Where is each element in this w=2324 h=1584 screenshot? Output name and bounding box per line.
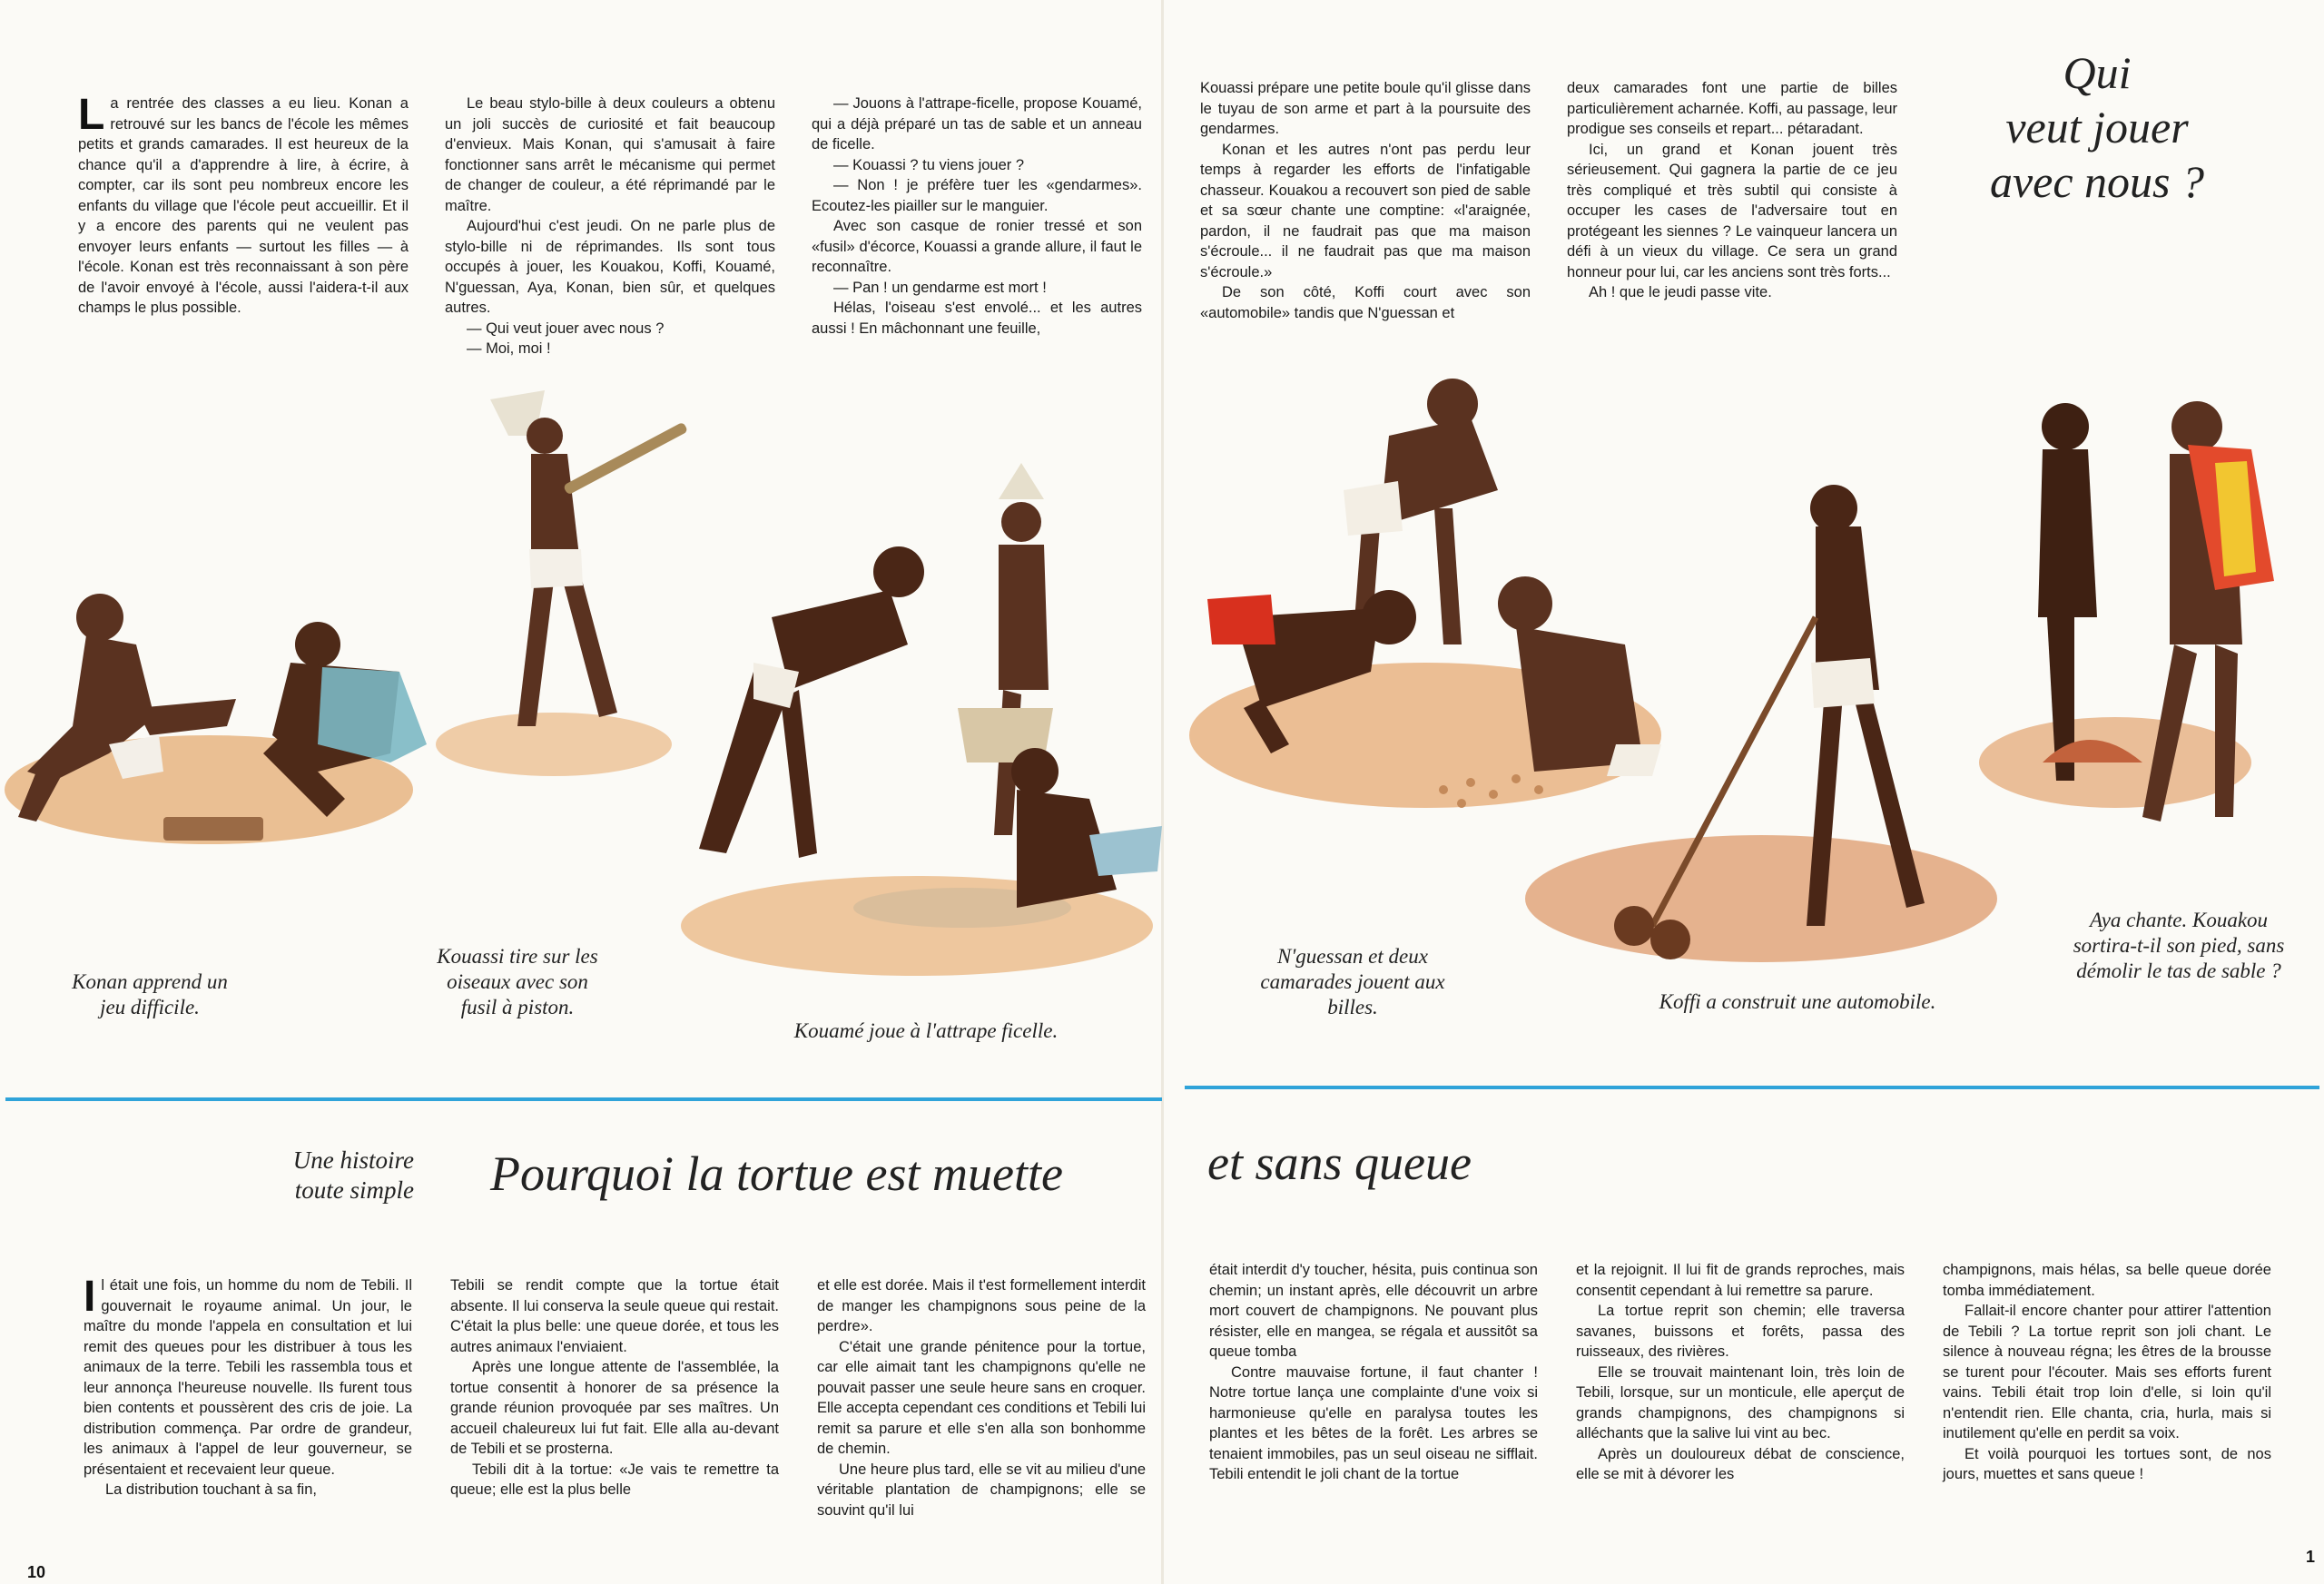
paragraph: Hélas, l'oiseau s'est envolé... et les autres aussi ! En mâchonnant une feuille, [812,300,1142,337]
paragraph: et la rejoignit. Il lui fit de grands reproches, mais consentit cependant à lui remettre sa parure. [1576,1262,1905,1299]
paragraph: a rentrée des classes a eu lieu. Konan a retrouvé sur les bancs de l'école les mêmes petits et grands camarades. Il est heureux de la chance qu'il a d'apprendre à lire, à écrire, à compter, car ils sont peu nombreux encore les enfants du village que l'école peut accueillir. Et il y a encore des parents qui ne veulent pas envoyer leurs enfants — surtout les filles — à l'école. Konan est très reconnaissant à son père de l'avoir envoyé à l'école, aussi l'aidera-t-il aux champs le plus possible. [78,95,409,316]
dropcap-i: I [84,1273,96,1321]
dialogue-line: — Moi, moi ! [467,340,551,357]
story-column-5 [1576,1260,1905,1485]
dialogue-line: — Kouassi ? tu viens jouer ? [833,156,1025,173]
blue-rule-left [5,1097,1162,1101]
shorts [1607,744,1661,776]
caption-aya: Aya chante. Kouakou sortira-t-il son pied, sans démolir le tas de sable ? [2073,909,2285,982]
story-subtitle-line: Une histoire [292,1146,414,1174]
story-title-left: Pourquoi la tortue est muette [490,1146,1063,1201]
toy-car-wheel [1650,920,1690,959]
paragraph: Une heure plus tard, elle se vit au milieu d'une véritable plantation de champignons; elle se souvint qu'il lui [817,1461,1146,1519]
left-intro-column-2 [445,93,775,359]
left-intro-column-1 [78,93,409,319]
figure-kneeling-boy [1011,748,1117,908]
paragraph: C'était une grande pénitence pour la tortue, car elle aimait tant les champignons qu'elle ne pouvait passer une seule heure sans en croquer. Elle accepta cependant ces conditions et Tebili lui remit sa parure et elle s'en alla son bonhomme de chemin. [817,1338,1147,1457]
checked-shorts [1089,826,1162,876]
paragraph: Konan et les autres n'ont pas perdu leur temps à regarder les efforts de l'infatigable chasseur. Kouakou a recouvert son pied de sable et sa sœur chante une comptine: «l'araignée, pardon, il ne faudrait pas que ma maison s'écroule... il ne faudrait pas que ma maison s'écroule.» [1200,141,1531,280]
paragraph: Ah ! que le jeudi passe vite. [1589,284,1772,300]
shorts [529,549,583,588]
paragraph: Fallait-il encore chanter pour attirer l'attention de Tebili ? La tortue reprit son joli chant. Le silence à nouveau régna; les êtres de la brousse se turent pour l'écouter. Mais ses efforts furent vains. Tebili était trop loin d'elle, si loin qu'il n'entendit rien. Elle chanta, cria, hurla, mais si inutilement qu'elle en perdit sa voix. [1943,1303,2271,1441]
paragraph: deux camarades font une partie de billes particulièrement acharnée. Koffi, au passage, leur prodigue ses conseils et repart... pétaradant. [1567,80,1897,137]
toy-gun [563,422,688,496]
heading-line: avec nous ? [1989,156,2205,207]
story-column-1 [84,1275,412,1500]
story-column-4 [1209,1260,1538,1485]
paragraph: Et voilà pourquoi les tortues sont, de nos jours, muettes et sans queue ! [1943,1445,2271,1482]
shorts [1344,481,1403,536]
dialogue-line: — Qui veut jouer avec nous ? [467,320,665,337]
caption-konan: Konan apprend un jeu difficile. [72,970,228,1018]
caption-kouame: Kouamé joue à l'attrape ficelle. [793,1019,1059,1042]
paragraph: La tortue reprit son chemin; elle traversa savanes, buissons et forêts, passa des ruisseaux, des rivières. [1576,1303,1905,1360]
story-subtitle [209,1146,414,1205]
right-intro-column-2 [1567,78,1897,303]
right-intro-column-1 [1200,78,1531,323]
paragraph: champignons, mais hélas, sa belle queue dorée tomba immédiatement. [1943,1262,2271,1299]
page-number-right: 1 [2306,1548,2316,1566]
paragraph: Le beau stylo-bille à deux couleurs a obtenu un joli succès de curiosité et fait beaucoup d'envieux. Mais Konan, qui s'amusait à faire fonctionner sans arrêt le mécanisme qui permet de changer de couleur, a été réprimandé par le maître. [445,95,775,214]
paragraph: Contre mauvaise fortune, il faut chanter ! Notre tortue lança une complainte d'une voix si harmonieuse qu'elle en paralysa toutes les plantes et les bêtes de la forêt. Les arbres se tenaient immobiles, pas un seul oiseau ne sifflait. Tebili entendit le joli chant de la tortue [1209,1363,1538,1482]
sand-patch [436,713,672,776]
paragraph: et elle est dorée. Mais il t'est formellement interdit de manger les champignons sous peine de la perdre». [817,1277,1146,1334]
heading-line: Qui [2063,47,2132,98]
page-number-left: 10 [27,1563,46,1581]
caption-kouassi: Kouassi tire sur les oiseaux avec son fusil à piston. [437,945,598,1018]
paragraph: De son côté, Koffi court avec son «automobile» tandis que N'guessan et [1200,284,1531,321]
story-column-3 [817,1275,1146,1520]
dropcap-l: L [78,91,105,139]
illustration-children-playing [0,345,2324,1035]
paragraph: Tebili dit à la tortue: «Je vais te remettre ta queue; elle est la plus belle [450,1461,779,1498]
dialogue-line: — Non ! je préfère tuer les «gendarmes». Ecoutez-les piailler sur le manguier. [812,177,1142,214]
caption-nguessan: N'guessan et deux camarades jouent aux billes. [1260,945,1445,1018]
paragraph: Tebili se rendit compte que la tortue était absente. Il lui conserva la seule queue qui restait. C'était la plus belle: une queue dorée, et tous les autres animaux l'enviaient. [450,1277,779,1355]
figure-kouame [699,546,924,858]
story-column-6 [1943,1260,2271,1485]
paragraph: Elle se trouvait maintenant loin, très loin de Tebili, lorsque, sur un monticule, elle aperçut de grands champignons, des champignons si alléchants que la salive lui vint au bec. [1576,1363,1905,1441]
striped-shirt [318,667,427,762]
left-intro-column-3 [812,93,1142,339]
dialogue-line: — Jouons à l'attrape-ficelle, propose Kouamé, qui a déjà préparé un tas de sable et un anneau de ficelle. [812,95,1142,152]
heading-line: veut jouer [2005,102,2189,152]
dialogue-line: — Pan ! un gendarme est mort ! [833,279,1047,296]
paragraph: Après un douloureux débat de conscience, elle se mit à dévorer les [1576,1445,1905,1482]
caption-koffi: Koffi a construit une automobile. [1659,990,1936,1013]
heading-qui-veut-jouer [1952,45,2242,209]
paragraph: Aujourd'hui c'est jeudi. On ne parle plus de stylo-bille ni de réprimandes. Ils sont tous occupés à jouer, les Kouakou, Koffi, Kouamé, N'guessan, Aya, Konan, bien sûr, et quelques autres. [445,218,775,316]
sand-patch [1525,835,1997,962]
paragraph: était interdit d'y toucher, hésita, puis continua son chemin; un instant après, elle découvrit un arbre mort couvert de champignons. Ne pouvant plus résister, elle en mangea, se régala et aussitôt sa queue tomba [1209,1262,1538,1360]
awale-board [163,817,263,841]
paragraph: La distribution touchant à sa fin, [105,1481,317,1498]
red-shorts [1207,595,1275,644]
paragraph: Après une longue attente de l'assemblée, la tortue consentit à honorer de sa présence la grande réunion provoquée par ses maîtres. Un accueil chaleureux lui fut fait. Elle alla au-devant de Tebili et se prosterna. [450,1359,779,1457]
paragraph: l était une fois, un homme du nom de Tebili. Il gouvernait le royaume animal. Un jour, le maître du monde l'appela en consultation et lui remit des queues pour les distribuer à tous les animaux de la terre. Tebili les rassembla tous et leur annonça l'heureuse nouvelle. Ils furent tous bien contents et poussèrent des cris de joie. La distribution commença. Par ordre de grandeur, les animaux à l'appel de leur gouverneur, se présentaient et recevaient leur queue. [84,1277,412,1478]
toy-car-wheel [1614,906,1654,946]
shorts [1811,658,1875,708]
paragraph: Kouassi prépare une petite boule qu'il glisse dans le tuyau de son arme et part à la poursuite des gendarmes. [1200,80,1531,137]
story-column-2 [450,1275,779,1500]
blue-rule-right [1185,1086,2319,1089]
paragraph: Ici, un grand et Konan jouent très sérieusement. Qui gagnera la partie de ce jeu très compliqué et très subtil qui consiste à occuper les cases de l'adversaire tout en protégeant les siennes ? Le vainqueur lancera un défi à un vieux du village. Ce sera un grand honneur pour lui, car les anciens sont très forts... [1567,141,1897,280]
story-title-right: et sans queue [1207,1136,1472,1190]
paragraph: Avec son casque de ronier tressé et son «fusil» d'écorce, Kouassi a grande allure, il faut le reconnaître. [812,218,1142,275]
story-subtitle-line: toute simple [294,1176,414,1204]
